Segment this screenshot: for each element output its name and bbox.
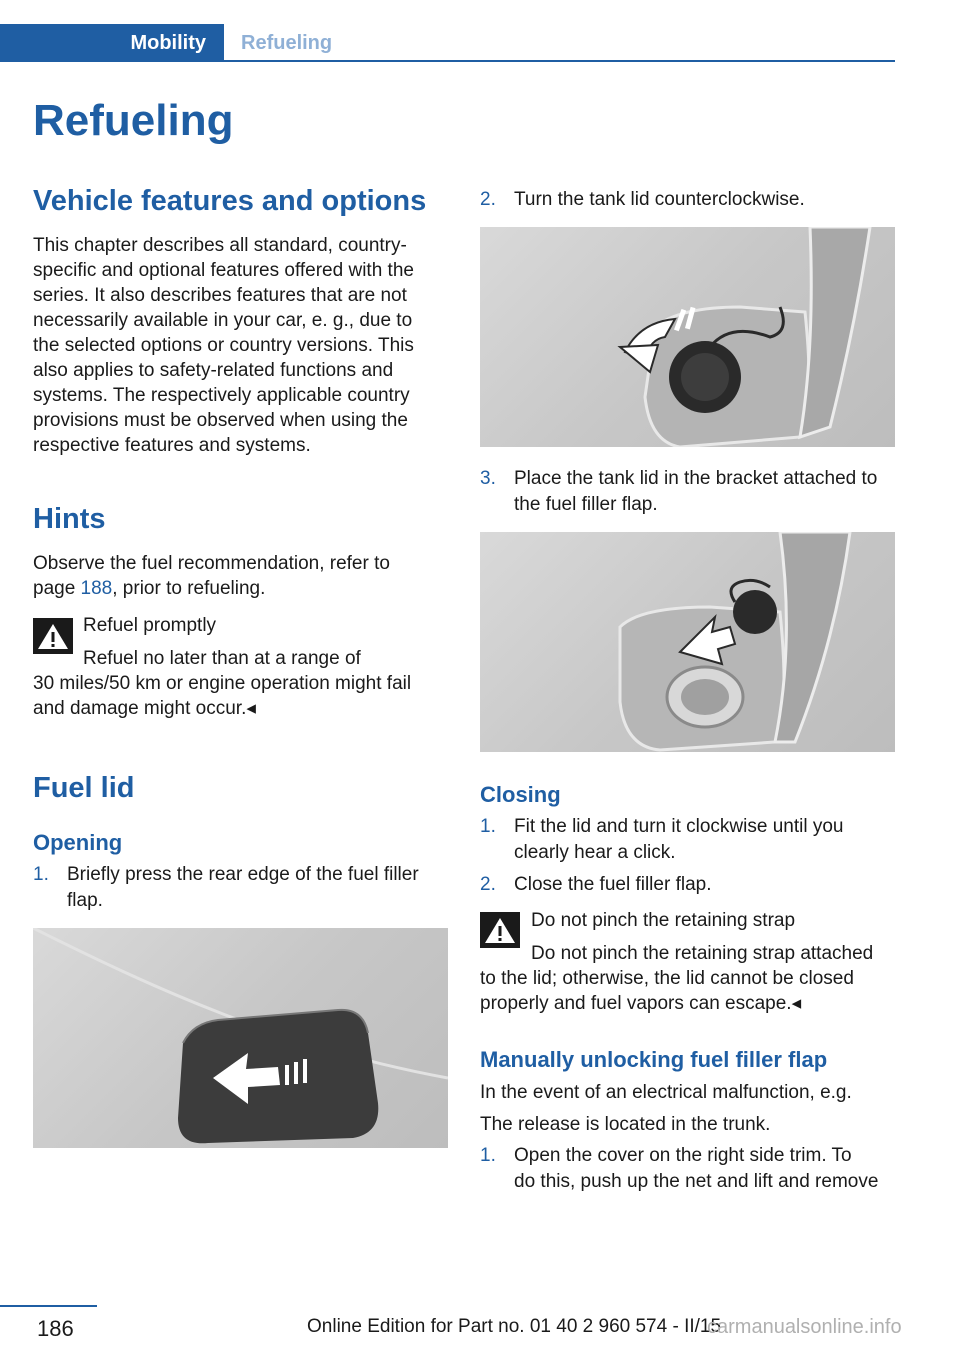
tank-lid-bracket-image	[480, 532, 895, 752]
step-text: Turn the tank lid counterclockwise.	[514, 189, 805, 210]
warning-text: Do not pinch the retaining strap attached	[531, 943, 874, 964]
edition-footer: Online Edition for Part no. 01 40 2 960 574 - II/15	[307, 1316, 722, 1337]
warning-text-continued	[480, 966, 900, 1016]
page-title: Refueling	[33, 96, 234, 145]
step-text	[514, 1143, 878, 1195]
watermark: carmanualsonline.info	[707, 1316, 902, 1338]
opening-heading: Opening	[33, 830, 123, 855]
warning-line: properly and fuel vapors can escape.◂	[480, 993, 802, 1014]
page-reference-link[interactable]: 188	[80, 578, 113, 599]
step-text: Close the fuel filler flap.	[514, 874, 712, 895]
step-line: Open the cover on the right side trim. To	[514, 1145, 852, 1166]
list-item	[480, 466, 900, 518]
tank-lid-turn-image	[480, 227, 895, 447]
warning-title: Do not pinch the retaining strap	[531, 910, 796, 931]
hints-text-fragment: page	[33, 578, 81, 599]
step-number: 1.	[480, 816, 496, 837]
warning-icon	[480, 912, 520, 953]
tab-refueling[interactable]: Refueling	[241, 31, 333, 54]
step-line: Fit the lid and turn it clockwise until you	[514, 816, 844, 837]
opening-step-3	[480, 466, 900, 518]
page-number: 186	[37, 1316, 74, 1341]
vehicle-features-line: necessarily available in your car, e. g., due to	[33, 310, 413, 331]
vehicle-features-line: systems. The respectively applicable country	[33, 385, 410, 406]
vehicle-features-line: specific and optional features offered with the	[33, 260, 414, 281]
step-line: Briefly press the rear edge of the fuel filler	[67, 864, 419, 885]
vehicle-features-line: This chapter describes all standard, country-	[33, 235, 407, 256]
list-item	[480, 814, 900, 866]
page-number-rule	[0, 1305, 97, 1307]
manual-unlock-step-1	[480, 1143, 900, 1195]
opening-step-2	[480, 187, 900, 213]
step-number: 1.	[480, 1145, 496, 1166]
tab-mobility[interactable]: Mobility	[0, 24, 224, 62]
hints-line	[33, 576, 443, 601]
step-line: flap.	[67, 890, 103, 911]
step-number: 3.	[480, 468, 496, 489]
closing-heading: Closing	[480, 782, 561, 807]
step-text	[67, 862, 419, 914]
warning-text-continued	[33, 671, 453, 721]
manual-unlock-text: The release is located in the trunk.	[480, 1114, 771, 1135]
list-item	[480, 1143, 900, 1195]
opening-step-1	[33, 862, 443, 914]
vehicle-features-text	[33, 233, 443, 458]
vehicle-features-line: series. It also describes features that are not	[33, 285, 407, 306]
fuel-lid-heading: Fuel lid	[33, 772, 135, 804]
step-number: 2.	[480, 874, 496, 895]
hints-text-fragment: , prior to refueling.	[112, 578, 266, 599]
step-text	[514, 466, 877, 518]
warning-icon	[33, 618, 73, 659]
warning-line: to the lid; otherwise, the lid cannot be closed	[480, 968, 854, 989]
vehicle-features-line: respective features and systems.	[33, 435, 311, 456]
step-number: 1.	[33, 864, 49, 885]
warning-title: Refuel promptly	[83, 615, 217, 636]
step-number: 2.	[480, 189, 496, 210]
step-line: Place the tank lid in the bracket attached to	[514, 468, 878, 489]
warning-line: and damage might occur.◂	[33, 698, 256, 719]
closing-step-2	[480, 872, 900, 898]
hints-text	[33, 551, 443, 601]
step-line: clearly hear a click.	[514, 842, 676, 863]
manual-unlock-text: In the event of an electrical malfunction, e.g.	[480, 1082, 852, 1103]
list-item	[480, 187, 900, 213]
warning-text: Refuel no later than at a range of	[83, 648, 361, 669]
fuel-flap-press-image	[33, 928, 448, 1148]
step-line: do this, push up the net and lift and remove	[514, 1171, 879, 1192]
vehicle-features-heading: Vehicle features and options	[33, 185, 427, 217]
hints-heading: Hints	[33, 503, 106, 535]
warning-line: 30 miles/50 km or engine operation might fail	[33, 673, 412, 694]
hints-line: Observe the fuel recommendation, refer to	[33, 553, 390, 574]
list-item	[33, 862, 443, 914]
step-line: the fuel filler flap.	[514, 494, 658, 515]
header-rule	[0, 60, 895, 62]
manual-unlock-heading: Manually unlocking fuel filler flap	[480, 1047, 828, 1072]
vehicle-features-line: provisions must be observed when using the	[33, 410, 408, 431]
list-item	[480, 872, 900, 898]
vehicle-features-line: also applies to safety-related functions and	[33, 360, 394, 381]
closing-step-1	[480, 814, 900, 866]
step-text	[514, 814, 844, 866]
vehicle-features-line: the selected options or country versions. This	[33, 335, 414, 356]
